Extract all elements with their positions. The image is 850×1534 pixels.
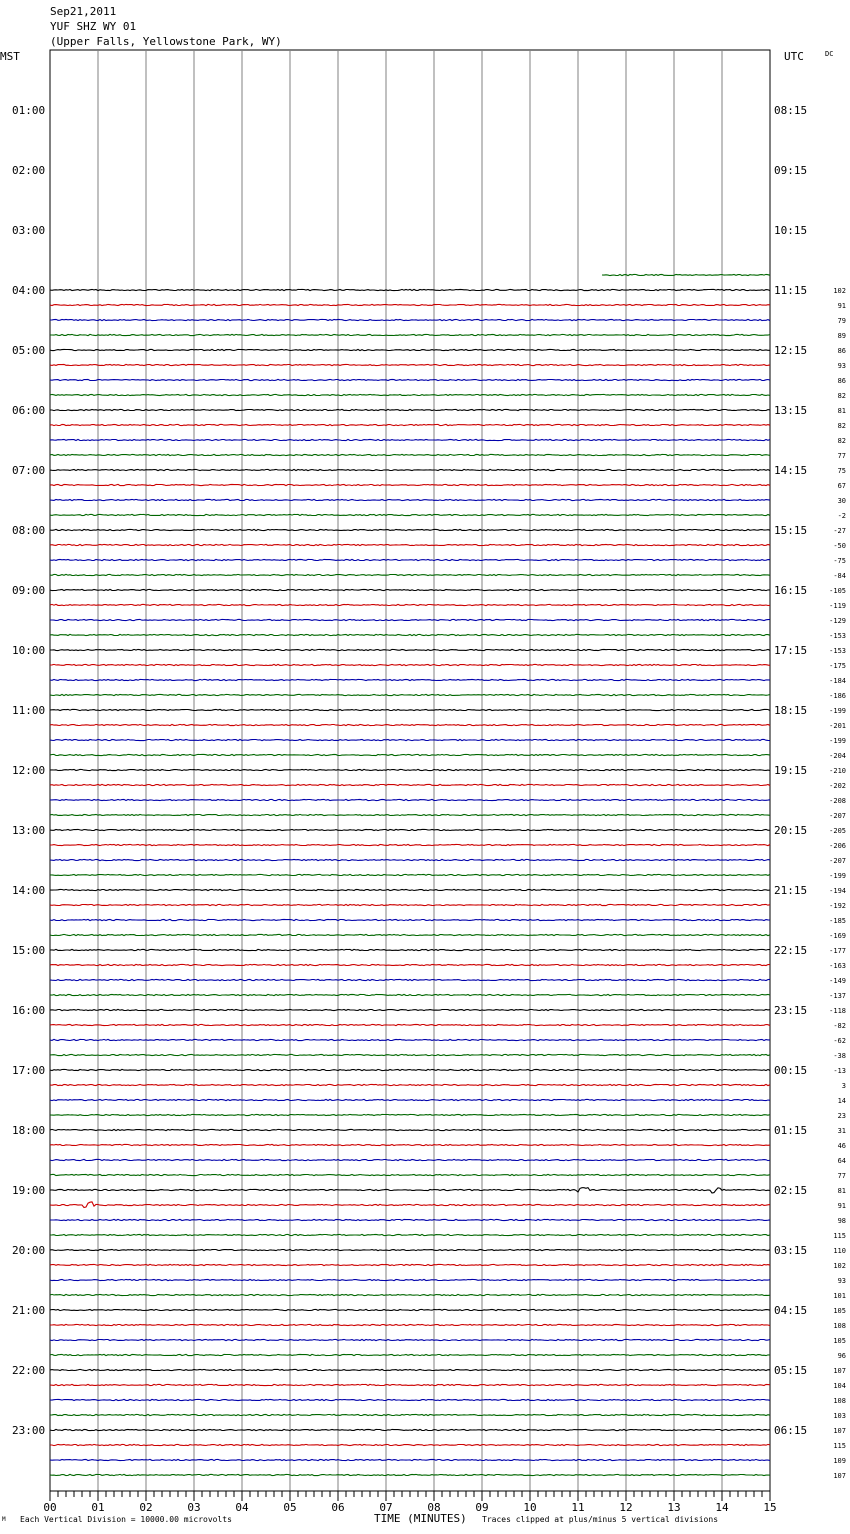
dc-offset-value: -185 [829, 917, 846, 925]
dc-offset-value: 110 [833, 1247, 846, 1255]
seismic-trace [50, 754, 770, 755]
left-hour-label: 02:00 [12, 164, 46, 177]
dc-offset-value: 107 [833, 1427, 846, 1435]
seismic-trace [50, 694, 770, 695]
x-tick-label: 01 [91, 1501, 105, 1514]
seismic-trace [50, 589, 770, 590]
left-hour-label: 08:00 [12, 524, 46, 537]
right-hour-label: 06:15 [774, 1424, 808, 1437]
seismic-trace [50, 604, 770, 605]
seismic-trace [50, 514, 770, 515]
dc-offset-value: -204 [829, 752, 846, 760]
dc-offset-value: 102 [833, 1262, 846, 1270]
seismic-trace [602, 274, 770, 275]
seismic-trace [50, 544, 770, 545]
seismic-trace [50, 1474, 770, 1475]
dc-offset-value: 108 [833, 1322, 846, 1330]
x-tick-label: 09 [475, 1501, 489, 1514]
seismic-trace [50, 394, 770, 395]
seismic-trace [50, 1084, 770, 1085]
seismic-trace [50, 1414, 770, 1415]
seismic-trace [50, 949, 770, 950]
right-hour-label: 21:15 [774, 884, 808, 897]
dc-offset-value: -199 [829, 737, 846, 745]
seismic-trace [50, 934, 770, 935]
dc-offset-value: 23 [837, 1112, 846, 1120]
dc-offset-value: -163 [829, 962, 846, 970]
dc-offset-value: 93 [837, 1277, 846, 1285]
dc-offset-value: 107 [833, 1472, 846, 1480]
dc-offset-value: 82 [837, 437, 846, 445]
left-hour-label: 23:00 [12, 1424, 46, 1437]
dc-offset-value: -105 [829, 587, 846, 595]
x-axis-title: TIME (MINUTES) [374, 1512, 467, 1525]
dc-offset-value: -207 [829, 857, 846, 865]
left-hour-label: 22:00 [12, 1364, 46, 1377]
seismic-trace [50, 1279, 770, 1280]
left-hour-label: 05:00 [12, 344, 46, 357]
seismic-trace [50, 454, 770, 455]
right-hour-label: 08:15 [774, 104, 808, 117]
seismic-trace [50, 1249, 770, 1250]
seismic-trace [50, 1159, 770, 1160]
dc-offset-value: 82 [837, 392, 846, 400]
left-hour-label: 12:00 [12, 764, 46, 777]
left-hour-label: 09:00 [12, 584, 46, 597]
dc-offset-value: 86 [837, 377, 846, 385]
dc-offset-value: -199 [829, 707, 846, 715]
seismic-trace [50, 469, 770, 470]
corner-mark: M [2, 1516, 6, 1523]
left-hour-label: 17:00 [12, 1064, 46, 1077]
right-hour-label: 23:15 [774, 1004, 808, 1017]
seismic-trace [50, 1009, 770, 1010]
dc-offset-value: 86 [837, 347, 846, 355]
dc-offset-value: 77 [837, 1172, 846, 1180]
dc-offset-value: 96 [837, 1352, 846, 1360]
dc-offset-value: -119 [829, 602, 846, 610]
left-hour-label: 11:00 [12, 704, 46, 717]
seismic-trace [50, 859, 770, 860]
x-tick-label: 05 [283, 1501, 297, 1514]
seismic-trace [50, 1114, 770, 1115]
seismic-trace [50, 574, 770, 575]
seismic-trace [50, 1039, 770, 1040]
seismic-trace [50, 1054, 770, 1055]
left-hour-label: 21:00 [12, 1304, 46, 1317]
seismic-trace [50, 679, 770, 680]
seismic-trace [50, 529, 770, 530]
scale-note: Each Vertical Division = 10000.00 microvolts [20, 1515, 232, 1524]
dc-offset-value: 77 [837, 452, 846, 460]
x-tick-label: 06 [331, 1501, 345, 1514]
dc-offset-value: 89 [837, 332, 846, 340]
dc-offset-value: -186 [829, 692, 846, 700]
right-hour-label: 18:15 [774, 704, 808, 717]
x-tick-label: 08 [427, 1501, 441, 1514]
dc-offset-value: 64 [837, 1157, 846, 1165]
x-tick-label: 04 [235, 1501, 249, 1514]
dc-offset-value: -82 [833, 1022, 846, 1030]
left-hour-label: 14:00 [12, 884, 46, 897]
seismic-trace [50, 499, 770, 500]
dc-offset-value: 82 [837, 422, 846, 430]
seismic-trace [50, 1234, 770, 1235]
dc-offset-value: 30 [837, 497, 846, 505]
left-hour-label: 03:00 [12, 224, 46, 237]
right-hour-label: 09:15 [774, 164, 808, 177]
right-hour-label: 17:15 [774, 644, 808, 657]
dc-offset-value: -13 [833, 1067, 846, 1075]
seismic-trace [50, 1264, 770, 1265]
dc-offset-value: -137 [829, 992, 846, 1000]
right-hour-label: 11:15 [774, 284, 808, 297]
x-tick-label: 13 [667, 1501, 681, 1514]
dc-offset-value: -129 [829, 617, 846, 625]
left-hour-label: 04:00 [12, 284, 46, 297]
right-hour-label: 16:15 [774, 584, 808, 597]
dc-offset-value: 98 [837, 1217, 846, 1225]
seismic-trace [50, 814, 770, 815]
dc-offset-value: -184 [829, 677, 846, 685]
seismic-trace [50, 559, 770, 560]
dc-offset-value: -206 [829, 842, 846, 850]
dc-offset-value: 67 [837, 482, 846, 490]
right-hour-label: 03:15 [774, 1244, 808, 1257]
seismic-trace [50, 1188, 770, 1193]
dc-offset-value: 3 [841, 1082, 846, 1090]
seismic-trace [50, 1174, 770, 1175]
clip-note: Traces clipped at plus/minus 5 vertical divisions [482, 1515, 719, 1524]
dc-label: DC [825, 50, 834, 58]
x-tick-label: 11 [571, 1501, 585, 1514]
right-hour-label: 12:15 [774, 344, 808, 357]
right-hour-label: 10:15 [774, 224, 808, 237]
seismic-trace [50, 1069, 770, 1070]
dc-offset-value: -50 [833, 542, 846, 550]
seismic-trace [50, 829, 770, 830]
dc-offset-value: 31 [837, 1127, 846, 1135]
seismic-trace [50, 739, 770, 740]
dc-offset-value: 115 [833, 1232, 846, 1240]
seismic-trace [50, 1369, 770, 1370]
seismic-trace [50, 1309, 770, 1310]
seismic-trace [50, 889, 770, 890]
x-tick-label: 12 [619, 1501, 633, 1514]
left-hour-label: 06:00 [12, 404, 46, 417]
dc-offset-value: -38 [833, 1052, 846, 1060]
station-location: (Upper Falls, Yellowstone Park, WY) [50, 35, 282, 48]
dc-offset-value: -75 [833, 557, 846, 565]
dc-offset-value: -153 [829, 632, 846, 640]
seismic-trace [50, 709, 770, 710]
left-hour-label: 01:00 [12, 104, 46, 117]
right-hour-label: 04:15 [774, 1304, 808, 1317]
dc-offset-value: -192 [829, 902, 846, 910]
x-tick-label: 07 [379, 1501, 393, 1514]
left-hour-label: 13:00 [12, 824, 46, 837]
seismic-trace [50, 904, 770, 905]
seismic-trace [50, 439, 770, 440]
seismic-trace [50, 874, 770, 875]
left-hour-label: 16:00 [12, 1004, 46, 1017]
dc-offset-value: -27 [833, 527, 846, 535]
dc-offset-value: 101 [833, 1292, 846, 1300]
right-hour-label: 22:15 [774, 944, 808, 957]
dc-offset-value: -153 [829, 647, 846, 655]
seismic-trace [50, 1219, 770, 1220]
dc-offset-value: -194 [829, 887, 846, 895]
seismic-trace [50, 664, 770, 665]
dc-offset-value: 46 [837, 1142, 846, 1150]
x-tick-label: 15 [763, 1501, 777, 1514]
right-hour-label: 20:15 [774, 824, 808, 837]
dc-offset-value: 75 [837, 467, 846, 475]
seismic-trace [50, 1399, 770, 1400]
left-hour-label: 15:00 [12, 944, 46, 957]
dc-offset-value: 107 [833, 1367, 846, 1375]
seismic-trace [50, 1024, 770, 1025]
right-timezone-label: UTC [784, 50, 804, 63]
seismic-trace [50, 409, 770, 410]
dc-offset-value: 93 [837, 362, 846, 370]
dc-offset-value: 105 [833, 1337, 846, 1345]
dc-offset-value: 81 [837, 1187, 846, 1195]
seismic-trace [50, 994, 770, 995]
seismic-trace [50, 334, 770, 335]
right-hour-label: 00:15 [774, 1064, 808, 1077]
right-hour-label: 05:15 [774, 1364, 808, 1377]
dc-offset-value: 102 [833, 287, 846, 295]
dc-offset-value: 79 [837, 317, 846, 325]
seismic-trace [50, 364, 770, 365]
x-tick-label: 00 [43, 1501, 57, 1514]
seismic-trace [50, 979, 770, 980]
dc-offset-value: -207 [829, 812, 846, 820]
dc-offset-value: 14 [837, 1097, 846, 1105]
right-hour-label: 01:15 [774, 1124, 808, 1137]
seismic-trace [50, 1324, 770, 1325]
seismic-trace [50, 1354, 770, 1355]
dc-offset-value: 115 [833, 1442, 846, 1450]
seismic-trace [50, 304, 770, 305]
seismic-trace [50, 799, 770, 800]
dc-offset-value: -177 [829, 947, 846, 955]
right-hour-label: 19:15 [774, 764, 808, 777]
dc-offset-value: 103 [833, 1412, 846, 1420]
dc-offset-value: 91 [837, 1202, 846, 1210]
right-hour-label: 13:15 [774, 404, 808, 417]
seismic-trace [50, 1339, 770, 1340]
dc-offset-value: -199 [829, 872, 846, 880]
dc-offset-value: -62 [833, 1037, 846, 1045]
dc-offset-value: -84 [833, 572, 846, 580]
dc-offset-value: -208 [829, 797, 846, 805]
seismic-trace [50, 379, 770, 380]
seismic-trace [50, 919, 770, 920]
x-tick-label: 02 [139, 1501, 153, 1514]
dc-offset-value: -210 [829, 767, 846, 775]
dc-offset-value: 81 [837, 407, 846, 415]
seismic-trace [50, 724, 770, 725]
seismic-trace [50, 769, 770, 770]
left-hour-label: 10:00 [12, 644, 46, 657]
seismic-trace [50, 1429, 770, 1430]
right-hour-label: 15:15 [774, 524, 808, 537]
seismic-trace [50, 784, 770, 785]
dc-offset-value: -2 [837, 512, 846, 520]
seismic-trace [50, 1099, 770, 1100]
dc-offset-value: 108 [833, 1397, 846, 1405]
seismic-trace [50, 1294, 770, 1295]
seismic-trace [50, 1384, 770, 1385]
left-hour-label: 07:00 [12, 464, 46, 477]
seismic-trace [50, 1444, 770, 1445]
seismic-trace [50, 1129, 770, 1130]
seismic-trace [50, 349, 770, 350]
dc-offset-value: -205 [829, 827, 846, 835]
x-tick-label: 10 [523, 1501, 537, 1514]
seismic-trace [50, 649, 770, 650]
dc-offset-value: -202 [829, 782, 846, 790]
plot-date: Sep21,2011 [50, 5, 117, 18]
right-hour-label: 02:15 [774, 1184, 808, 1197]
seismic-trace [50, 964, 770, 965]
seismic-trace [50, 1144, 770, 1145]
x-tick-label: 14 [715, 1501, 729, 1514]
dc-offset-value: -149 [829, 977, 846, 985]
dc-offset-value: -118 [829, 1007, 846, 1015]
dc-offset-value: 105 [833, 1307, 846, 1315]
left-timezone-label: MST [0, 50, 20, 63]
left-hour-label: 19:00 [12, 1184, 46, 1197]
seismic-trace [50, 1202, 770, 1208]
dc-offset-value: 109 [833, 1457, 846, 1465]
seismic-trace [50, 289, 770, 290]
x-tick-label: 03 [187, 1501, 201, 1514]
station-code: YUF SHZ WY 01 [50, 20, 137, 33]
dc-offset-value: 104 [833, 1382, 846, 1390]
seismic-trace [50, 1459, 770, 1460]
dc-offset-value: -201 [829, 722, 846, 730]
right-hour-label: 14:15 [774, 464, 808, 477]
dc-offset-value: -175 [829, 662, 846, 670]
seismic-trace [50, 319, 770, 320]
dc-offset-value: -169 [829, 932, 846, 940]
left-hour-label: 20:00 [12, 1244, 46, 1257]
seismic-trace [50, 424, 770, 425]
seismic-trace [50, 484, 770, 485]
seismic-trace [50, 844, 770, 845]
seismic-trace [50, 619, 770, 620]
seismic-trace [50, 634, 770, 635]
dc-offset-value: 91 [837, 302, 846, 310]
left-hour-label: 18:00 [12, 1124, 46, 1137]
